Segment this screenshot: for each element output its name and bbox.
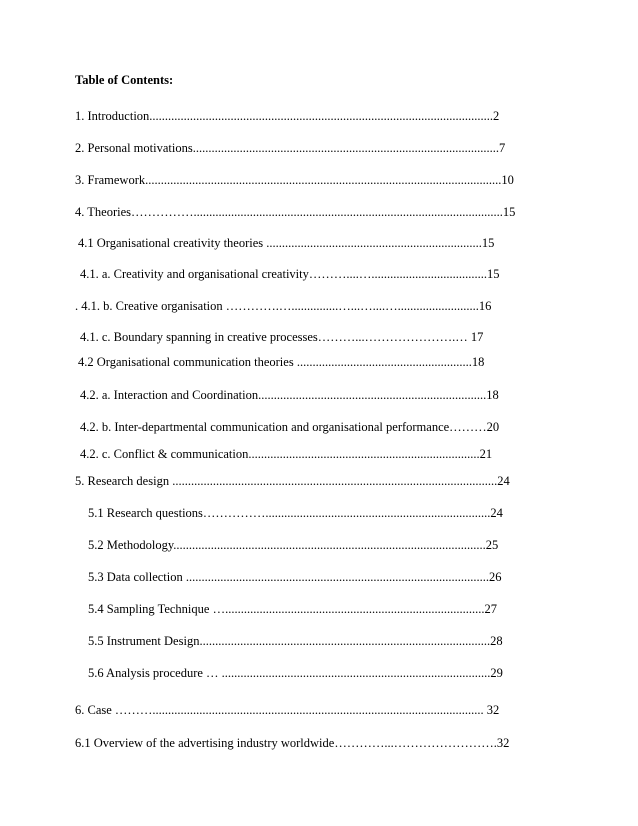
toc-entry-theories: 4. Theories……………...................................................................................................15 <box>75 205 516 219</box>
toc-entry-5-5: 5.5 Instrument Design.............................................................................................28 <box>88 634 503 648</box>
toc-entry-framework: 3. Framework..................................................................................................................10 <box>75 173 514 187</box>
toc-entry-personal-motivations: 2. Personal motivations..................................................................................................7 <box>75 141 506 155</box>
toc-entry-6-1: 6.1 Overview of the advertising industry worldwide…………...…………………….32 <box>75 736 510 750</box>
toc-entry-5-4: 5.4 Sampling Technique …...................................................................................27 <box>88 602 497 616</box>
toc-entry-case: 6. Case ……….......................................................................................................... 32 <box>75 703 500 717</box>
toc-entry-5-3: 5.3 Data collection .................................................................................................26 <box>88 570 502 584</box>
toc-entry-4-2-c: 4.2. c. Conflict & communication..........................................................................21 <box>80 447 493 461</box>
toc-entry-4-1-c: 4.1. c. Boundary spanning in creative processes………...………………….… 17 <box>80 330 484 344</box>
toc-entry-4-1-b: . 4.1. b. Creative organisation ………….…...............…...…....…..........................16 <box>75 299 492 313</box>
toc-entry-5-1: 5.1 Research questions……………........................................................................24 <box>88 506 503 520</box>
toc-heading: Table of Contents: <box>75 73 174 87</box>
toc-entry-5-2: 5.2 Methodology....................................................................................................25 <box>88 538 499 552</box>
toc-entry-4-2-b: 4.2. b. Inter-departmental communication and organisational performance………20 <box>80 420 500 434</box>
toc-entry-research-design: 5. Research design ........................................................................................................24 <box>75 474 510 488</box>
toc-entry-4-1-a: 4.1. a. Creativity and organisational creativity………....….....................................15 <box>80 267 500 281</box>
toc-entry-4-2: 4.2 Organisational communication theories ........................................................18 <box>78 355 485 369</box>
toc-entry-5-6: 5.6 Analysis procedure … ......................................................................................29 <box>88 666 503 680</box>
toc-entry-4-1: 4.1 Organisational creativity theories .....................................................................15 <box>78 236 495 250</box>
toc-entry-4-2-a: 4.2. a. Interaction and Coordination.........................................................................18 <box>80 388 499 402</box>
toc-entry-introduction: 1. Introduction..............................................................................................................2 <box>75 109 500 123</box>
